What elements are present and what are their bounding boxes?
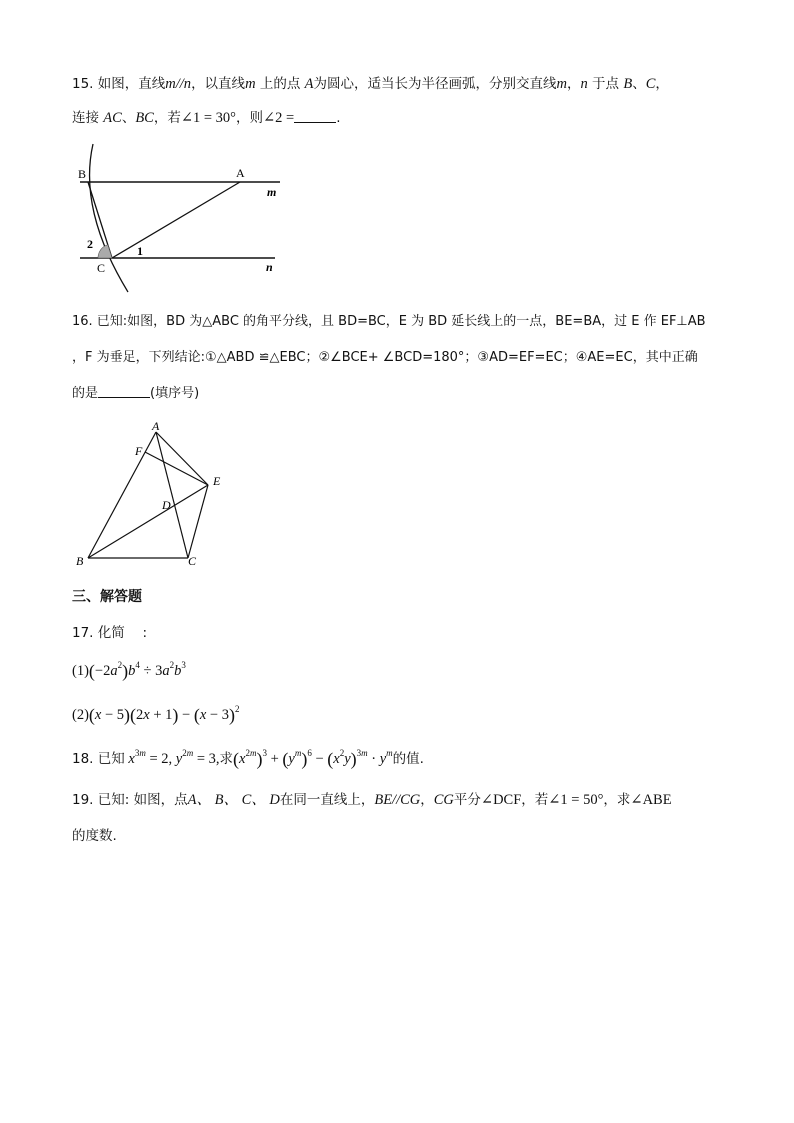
- label-b: B: [76, 554, 84, 568]
- q15-line1: [72, 74, 669, 94]
- q19-text: 19. 已知: 如图，点: [72, 792, 188, 808]
- answer-blank[interactable]: [294, 109, 336, 123]
- q16-text: 的是: [72, 386, 99, 401]
- q19-text: ，若: [521, 792, 549, 808]
- q19-line1: [72, 790, 672, 810]
- q15-line2: [72, 108, 341, 128]
- q16-line1: 16. 已知:如图，BD 为△ABC 的角平分线，且 BD=BC，E 为 BD 延长线上的一点，BE=BA，过 E 作 EF⊥AB: [72, 314, 706, 329]
- angle2-marker: [98, 245, 112, 258]
- q17-part2-expression: $(x - 5)(2x + 1) - (x - 3)^2$: [88, 704, 240, 725]
- q15-figure: [70, 140, 290, 300]
- q19-text: ，: [420, 792, 434, 808]
- label-f: F: [135, 444, 143, 458]
- q19-parallel: BE//CG: [374, 792, 421, 808]
- label-a: A: [152, 419, 160, 433]
- label-angle1: 1: [137, 244, 143, 258]
- segment-be: [88, 485, 208, 558]
- q17-title: 17. 化简 :: [72, 625, 148, 641]
- q19-text: 平分: [453, 792, 481, 808]
- label-b: B: [78, 167, 87, 181]
- q15-number: 15.: [72, 76, 94, 92]
- label-d: D: [162, 498, 171, 512]
- q18-text: 求: [219, 751, 234, 767]
- q19-cg: CG: [433, 792, 454, 808]
- q15-seg-bc: BC: [135, 110, 154, 126]
- q15-var-m: m: [556, 76, 567, 92]
- q15-text: 、: [121, 110, 136, 126]
- q15-text: ，以直线: [191, 76, 246, 92]
- q15-var-c: C: [645, 76, 656, 92]
- section-heading: 三、解答题: [72, 589, 142, 605]
- label-angle2: 2: [87, 237, 93, 251]
- label-e: E: [213, 474, 221, 488]
- q17-part1: [72, 661, 186, 681]
- q15-text: ，若: [153, 110, 181, 126]
- q17-part1-expression: $(-2a^2)b^4 \div 3a^2b^3$: [88, 660, 186, 681]
- q15-parallel: m//n: [165, 76, 192, 92]
- q16-figure: [70, 415, 240, 575]
- q15-angle1: ∠1 = 30°: [180, 110, 236, 126]
- q15-text: .: [336, 110, 341, 126]
- q15-var-b: B: [623, 76, 633, 92]
- q18-line: [72, 749, 424, 769]
- q19-text: 在同一直线上，: [279, 792, 375, 808]
- q15-var-a: A: [304, 76, 314, 92]
- q15-text: 连接: [72, 110, 104, 126]
- q18-text: 的值.: [392, 751, 424, 767]
- label-c: C: [188, 554, 197, 568]
- q18-text: 18. 已知: [72, 751, 125, 767]
- q16-text: (填序号): [150, 386, 200, 401]
- q15-seg-ac: AC: [103, 110, 122, 126]
- segment-ac: [156, 432, 188, 558]
- q19-points: A、 B、 C、 D: [187, 792, 280, 808]
- q15-text: ，则: [236, 110, 263, 126]
- q18-expression: $(x^{2m})^3 + (y^m)^6 - (x^2y)^{3m} \cdot y^m$: [233, 748, 393, 769]
- q15-text: 为圆心，适当长为半径画弧，分别交直线: [313, 76, 557, 92]
- segment-ef: [145, 452, 208, 485]
- q15-text: 上的点: [255, 76, 305, 92]
- q16-line2: ，F 为垂足，下列结论:①△ABD ≌△EBC；②∠BCE+ ∠BCD=180°；③AD=EF=EC；④AE=EC，其中正确: [72, 350, 698, 365]
- q17-part1-label: (1): [72, 663, 89, 679]
- q15-var-m: m: [245, 76, 256, 92]
- q15-var-n: n: [580, 76, 588, 92]
- q15-text: ，: [566, 76, 581, 92]
- q19-angle1: ∠1 = 50°: [548, 792, 604, 808]
- q15-text: 于点: [587, 76, 624, 92]
- q15-text: 、: [632, 76, 646, 92]
- segment-ac: [112, 182, 240, 258]
- label-m: m: [267, 185, 277, 199]
- q19-angle-abe: ∠ABE: [630, 792, 672, 808]
- label-n: n: [266, 260, 273, 274]
- answer-blank[interactable]: [98, 384, 150, 398]
- label-c: C: [97, 261, 106, 275]
- q17-part2: [72, 705, 239, 725]
- label-a: A: [236, 166, 245, 180]
- segment-ab: [88, 432, 156, 558]
- q19-angle-dcf: ∠DCF: [480, 792, 522, 808]
- q19-text: ，求: [603, 792, 631, 808]
- q15-text: ，: [655, 76, 669, 92]
- arc: [90, 144, 128, 292]
- segment-ae: [156, 432, 208, 485]
- q17-part2-label: (2): [72, 707, 89, 723]
- q18-given: $x^{3m} = 2$, $y^{2m} = 3$,: [128, 748, 220, 767]
- q15-text: 如图，直线: [93, 76, 166, 92]
- q19-line2: 的度数.: [72, 828, 117, 844]
- q16-line3: [72, 384, 199, 404]
- q15-angle2: ∠2 =: [263, 110, 295, 126]
